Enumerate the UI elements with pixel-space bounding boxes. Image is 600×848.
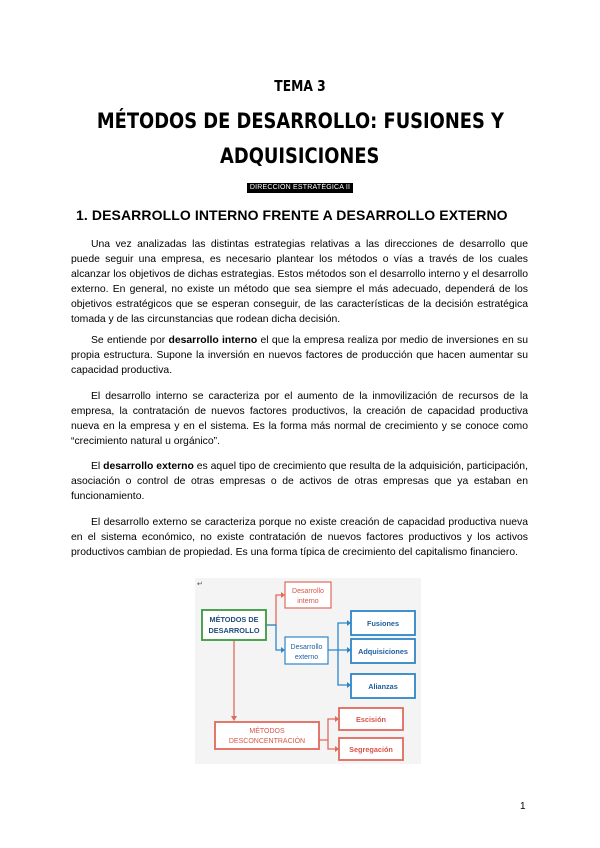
- topic-number: TEMA 3: [274, 77, 326, 95]
- term-desarrollo-externo: desarrollo externo: [103, 461, 194, 472]
- svg-text:Fusiones: Fusiones: [366, 619, 400, 628]
- svg-text:Segregación: Segregación: [349, 745, 393, 754]
- paragraph-1: [71, 237, 528, 327]
- svg-text:Desarrollo: Desarrollo: [292, 588, 324, 595]
- node-metodos-desarrollo: [202, 610, 266, 640]
- paragraph-4-rest: es aquel tipo de crecimiento que resulta de la adquisición, participación, asociación o control de otras empresas o de activos de otras empresas que ya estaban en funcionamiento.: [71, 461, 528, 502]
- node-escision: [339, 708, 403, 730]
- svg-text:MÉTODOS: MÉTODOS: [249, 728, 285, 735]
- page-number: 1: [520, 801, 526, 812]
- paragraph-5-text: El desarrollo externo se caracteriza porque no existe creación de capacidad productiva nueva en el sistema económico, no existe contratación de nuevos factores productivos y los activos productivos cambian de propiedad. Es una forma típica de crecimiento del capitalismo financiero.: [71, 517, 528, 558]
- term-desarrollo-interno: desarrollo interno: [168, 335, 258, 346]
- paragraph-5: [71, 515, 528, 560]
- paragraph-2-rest: el que la empresa realiza por medio de inversiones en su propia estructura. Supone la inversión en nuevos factores de producción que hacen aumentar su capacidad productiva.: [71, 335, 528, 376]
- svg-text:MÉTODOS DE: MÉTODOS DE: [209, 615, 259, 624]
- subject-label: DIRECCIÓN ESTRATÉGICA II: [247, 183, 353, 193]
- node-desarrollo-externo: [285, 637, 328, 664]
- svg-text:Alianzas: Alianzas: [368, 682, 398, 691]
- node-alianzas: [351, 674, 415, 698]
- node-segregacion: [339, 738, 403, 760]
- title-line-1: MÉTODOS DE DESARROLLO: FUSIONES Y: [96, 109, 504, 133]
- development-methods-diagram: [195, 578, 421, 764]
- paragraph-4-lead: El: [91, 461, 104, 472]
- svg-text:Adquisiciones: Adquisiciones: [358, 647, 408, 656]
- svg-text:externo: externo: [294, 654, 319, 661]
- document-title: [40, 104, 560, 174]
- svg-text:DESARROLLO: DESARROLLO: [208, 626, 260, 635]
- paragraph-1-text: Una vez analizadas las distintas estrategias relativas a las direcciones de desarrollo que puede seguir una empresa, es necesario plantear los métodos o vías a través de los cuales alcanzar los objetivos de dichas estrategias. Estos métodos son el desarrollo interno y el desarrollo externo. En general, no existe un método que sea siempre el más adecuado, dependerá de los objetivos estratégicos que se esperan conseguir, de las características de la decisión estratégica tomada y de las circunstancias que rodean dicha decisión.: [71, 239, 528, 325]
- svg-text:Escisión: Escisión: [355, 715, 387, 724]
- paragraph-2: [71, 333, 528, 378]
- title-line-2: ADQUISICIONES: [220, 144, 380, 168]
- paragraph-3: [71, 389, 528, 449]
- node-adquisiciones: [351, 639, 415, 663]
- paragraph-4: [71, 459, 528, 504]
- subject-label-wrap: [0, 176, 600, 194]
- svg-text:interno: interno: [297, 598, 319, 605]
- svg-text:Desarrollo: Desarrollo: [290, 644, 323, 651]
- svg-text:DESCONCENTRACIÓN: DESCONCENTRACIÓN: [228, 738, 306, 745]
- node-desarrollo-interno: [285, 582, 331, 608]
- section-heading: 1. DESARROLLO INTERNO FRENTE A DESARROLLO EXTERNO: [76, 207, 508, 223]
- svg-text:↵: ↵: [197, 581, 203, 588]
- node-fusiones: [351, 611, 415, 635]
- paragraph-3-text: El desarrollo interno se caracteriza por el aumento de la inmovilización de recursos de la empresa, la contratación de nuevos factores productivos, la creación de capacidad productiva nueva en la empresa y en el sistema. Es la forma más normal de crecimiento y se conoce como “crecimiento natural u orgánico”.: [71, 391, 528, 447]
- node-metodos-desconcentracion: [215, 722, 319, 749]
- paragraph-2-lead: Se entiende por: [91, 335, 169, 346]
